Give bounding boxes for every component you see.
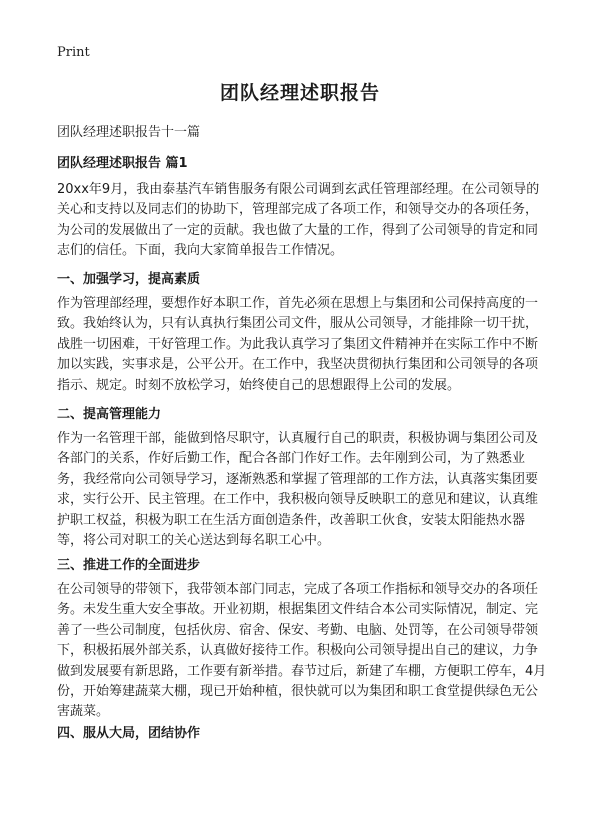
section-heading-4: 四、服从大局，团结协作 (57, 726, 201, 741)
section-paragraph-2: 作为一名管理干部，能做到恪尽职守，认真履行自己的职责，积极协调与集团公司及各部门的关系，作好后勤工作，配合各部门作好工作。去年刚到公司，为了熟悉业务，我经常向公司领导学习，逐渐熟悉和掌握了管理部的工作方法，认真落实集团要求，实行公开、民主管理。在工作中，我积极向领导反映职工的意见和建议，认真维护职工权益，积极为职工在生活方面创造条件，改善职工伙食，安装太阳能热水器等，将公司对职工的关心送达到每名职工心中。 (57, 431, 539, 549)
section-heading-2: 二、提高管理能力 (57, 407, 162, 422)
section-heading-3: 三、推进工作的全面进步 (57, 558, 201, 573)
page-title: 团队经理述职报告 (219, 82, 380, 104)
intro-paragraph: 20xx年9月，我由泰基汽车销售服务有限公司调到玄武任管理部经理。在公司领导的关心和支持以及同志们的协助下，管理部完成了各项工作，和领导交办的各项任务，为公司的发展做出了一定的贡献。我也做了大量的工作，得到了公司领导的肯定和同志们的信任。下面，我向大家简单报告工作情况。 (57, 182, 540, 259)
section-heading-1: 一、加强学习，提高素质 (57, 272, 201, 287)
print-link[interactable]: Print (57, 45, 90, 60)
document-subtitle: 团队经理述职报告十一篇 (57, 125, 201, 140)
section-paragraph-3: 在公司领导的带领下，我带领本部门同志，完成了各项工作指标和领导交办的各项任务。未发生重大安全事故。开业初期，根据集团文件结合本公司实际情况，制定、完善了一些公司制度，包括伙房、宿舍、保安、考勤、电脑、处罚等，在公司领导带领下，积极拓展外部关系，认真做好接待工作。积极向公司领导提出自己的建议，力争做到发展要有新思路，工作要有新举措。春节过后，新建了车棚，方便职工停车，4月份，开始筹建蔬菜大棚，现已开始种植，很快就可以为集团和职工食堂提供绿色无公害蔬菜。 (57, 582, 547, 720)
section-paragraph-1: 作为管理部经理，要想作好本职工作，首先必须在思想上与集团和公司保持高度的一致。我始终认为，只有认真执行集团公司文件，服从公司领导，才能排除一切干扰，战胜一切困难，干好管理工作。为此我认真学习了集团文件精神并在实际工作中不断加以实践，实事求是，公平公开。在工作中，我坚决贯彻执行集团和公司领导的各项指示、规定。时刻不放松学习，始终使自己的思想跟得上公司的发展。 (57, 296, 539, 393)
article-title: 团队经理述职报告 篇1 (57, 156, 188, 171)
